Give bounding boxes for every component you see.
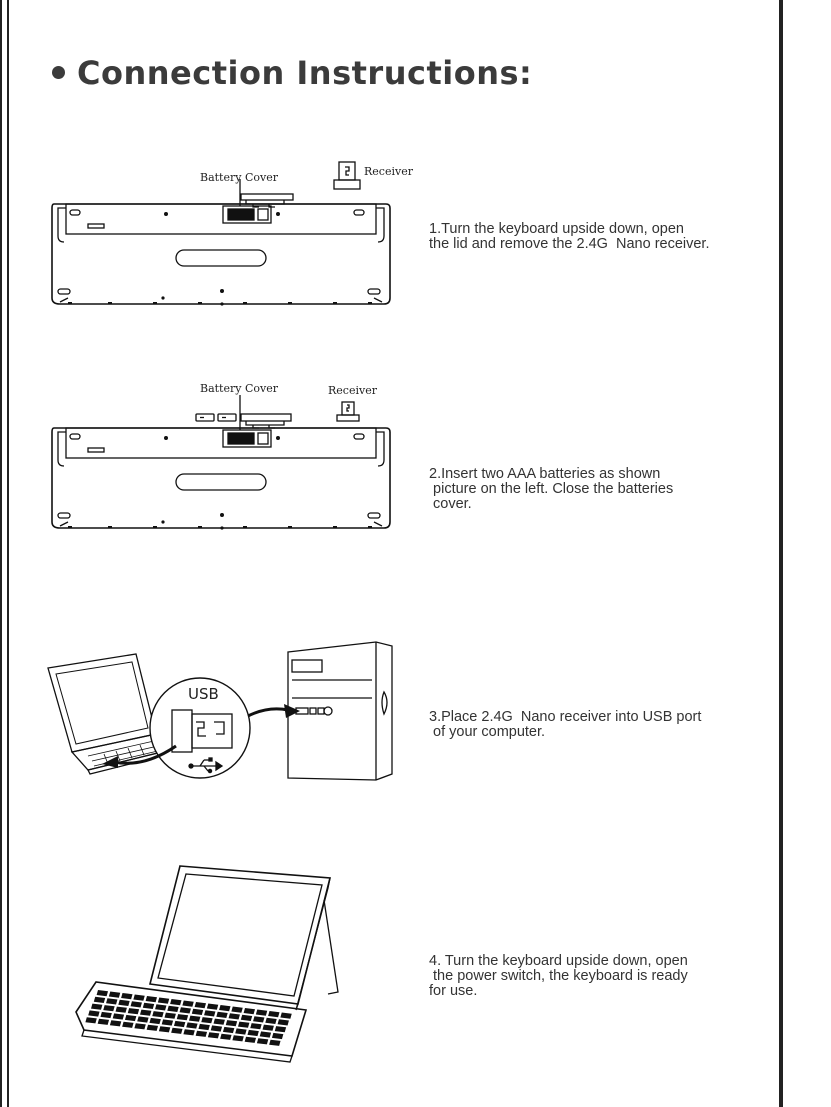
step2-keyboard-illustration	[48, 382, 408, 532]
keyboard-key	[186, 1022, 197, 1028]
keyboard-key	[122, 1022, 133, 1028]
step3-line: 3.Place 2.4G Nano receiver into USB port	[429, 709, 702, 725]
keyboard-key	[149, 1018, 160, 1024]
keyboard-key	[182, 1001, 193, 1007]
step3-line: of your computer.	[429, 724, 546, 740]
page-frame-left	[0, 0, 9, 1107]
keyboard-key	[226, 1020, 237, 1026]
keyboard-key	[134, 1023, 145, 1029]
step3-text	[429, 710, 701, 740]
keyboard-key	[189, 1016, 200, 1022]
step2-battery-cover-label: Battery Cover	[200, 382, 278, 395]
keyboard-key	[263, 1025, 274, 1031]
keyboard-key	[241, 1015, 252, 1021]
keyboard-key	[118, 1000, 129, 1006]
keyboard-key	[177, 1014, 188, 1020]
step1-text	[429, 222, 710, 252]
step1-keyboard-illustration	[48, 158, 413, 308]
keyboard-key	[106, 998, 117, 1004]
keyboard-key	[116, 1007, 127, 1013]
keyboard-key	[238, 1022, 249, 1028]
keyboard-key	[244, 1008, 255, 1014]
step2-line: picture on the left. Close the batteries	[429, 481, 674, 497]
step1-line: 1.Turn the keyboard upside down, open	[429, 221, 684, 237]
keyboard-key	[171, 1028, 182, 1034]
step3-computer-usb-illustration	[44, 640, 404, 800]
keyboard-key	[231, 1007, 242, 1013]
keyboard-key	[269, 1040, 280, 1046]
step4-line: 4. Turn the keyboard upside down, open	[429, 953, 688, 969]
keyboard-key	[223, 1027, 234, 1033]
keyboard-key	[98, 1019, 109, 1025]
keyboard-key	[162, 1019, 173, 1025]
keyboard-key	[146, 996, 157, 1002]
keyboard-key	[211, 1025, 222, 1031]
step2-line: cover.	[429, 496, 472, 512]
keyboard-key	[113, 1013, 124, 1019]
keyboard-key	[110, 1020, 121, 1026]
keyboard-key	[133, 995, 144, 1001]
keyboard-key	[272, 1033, 283, 1039]
keyboard-key	[207, 1004, 218, 1010]
keyboard-key	[128, 1008, 139, 1014]
page-title	[52, 54, 532, 92]
page-frame-right	[779, 0, 783, 1107]
keyboard-key	[174, 1021, 185, 1027]
keyboard-key	[201, 1017, 212, 1023]
keyboard-key	[216, 1012, 227, 1018]
keyboard-key	[159, 1026, 170, 1032]
keyboard-key	[268, 1011, 279, 1017]
keyboard-key	[208, 1032, 219, 1038]
keyboard-key	[143, 1003, 154, 1009]
keyboard-key	[278, 1019, 289, 1025]
keyboard-key	[257, 1038, 268, 1044]
step4-line: the power switch, the keyboard is ready	[429, 968, 688, 984]
step3-usb-label: USB	[188, 685, 219, 703]
keyboard-key	[94, 997, 105, 1003]
keyboard-key	[180, 1007, 191, 1013]
page-title-text: Connection Instructions:	[77, 54, 533, 92]
keyboard-key	[165, 1013, 176, 1019]
keyboard-key	[214, 1019, 225, 1025]
keyboard-key	[192, 1009, 203, 1015]
bullet-dot	[52, 66, 65, 79]
keyboard-key	[100, 1012, 111, 1018]
keyboard-key	[125, 1015, 136, 1021]
step2-receiver-label: Receiver	[328, 384, 377, 397]
keyboard-key	[232, 1035, 243, 1041]
keyboard-key	[147, 1025, 158, 1031]
step4-tablet-keyboard-illustration	[66, 860, 406, 1070]
keyboard-key	[198, 1024, 209, 1030]
keyboard-key	[183, 1029, 194, 1035]
keyboard-key	[275, 1026, 286, 1032]
keyboard-key	[253, 1016, 264, 1022]
keyboard-key	[155, 1004, 166, 1010]
keyboard-key	[121, 993, 132, 999]
keyboard-key	[219, 1005, 230, 1011]
step1-line: the lid and remove the 2.4G Nano receiver.	[429, 236, 710, 252]
keyboard-key	[88, 1010, 99, 1016]
step2-line: 2.Insert two AAA batteries as shown	[429, 466, 661, 482]
keyboard-key	[229, 1013, 240, 1019]
step1-receiver-label: Receiver	[364, 165, 413, 178]
step1-battery-cover-label: Battery Cover	[200, 171, 278, 184]
keyboard-key	[235, 1028, 246, 1034]
keyboard-key	[109, 992, 120, 998]
keyboard-key	[158, 998, 169, 1004]
keyboard-key	[103, 1005, 114, 1011]
step2-text	[429, 467, 673, 512]
keyboard-key	[260, 1031, 271, 1037]
keyboard-key	[256, 1010, 267, 1016]
keyboard-key	[220, 1034, 231, 1040]
keyboard-key	[167, 1006, 178, 1012]
keyboard-key	[170, 999, 181, 1005]
step4-line: for use.	[429, 983, 478, 999]
keyboard-key	[85, 1017, 96, 1023]
keyboard-key	[196, 1031, 207, 1037]
keyboard-key	[195, 1002, 206, 1008]
keyboard-key	[247, 1030, 258, 1036]
keyboard-key	[97, 990, 108, 996]
keyboard-key	[204, 1010, 215, 1016]
keyboard-key	[265, 1018, 276, 1024]
keyboard-key	[250, 1023, 261, 1029]
keyboard-key	[152, 1011, 163, 1017]
step4-text	[429, 954, 688, 999]
keyboard-key	[140, 1010, 151, 1016]
keyboard-key	[131, 1001, 142, 1007]
keyboard-key	[137, 1016, 148, 1022]
keyboard-key	[91, 1004, 102, 1010]
keyboard-key	[280, 1013, 291, 1019]
keyboard-key	[245, 1037, 256, 1043]
